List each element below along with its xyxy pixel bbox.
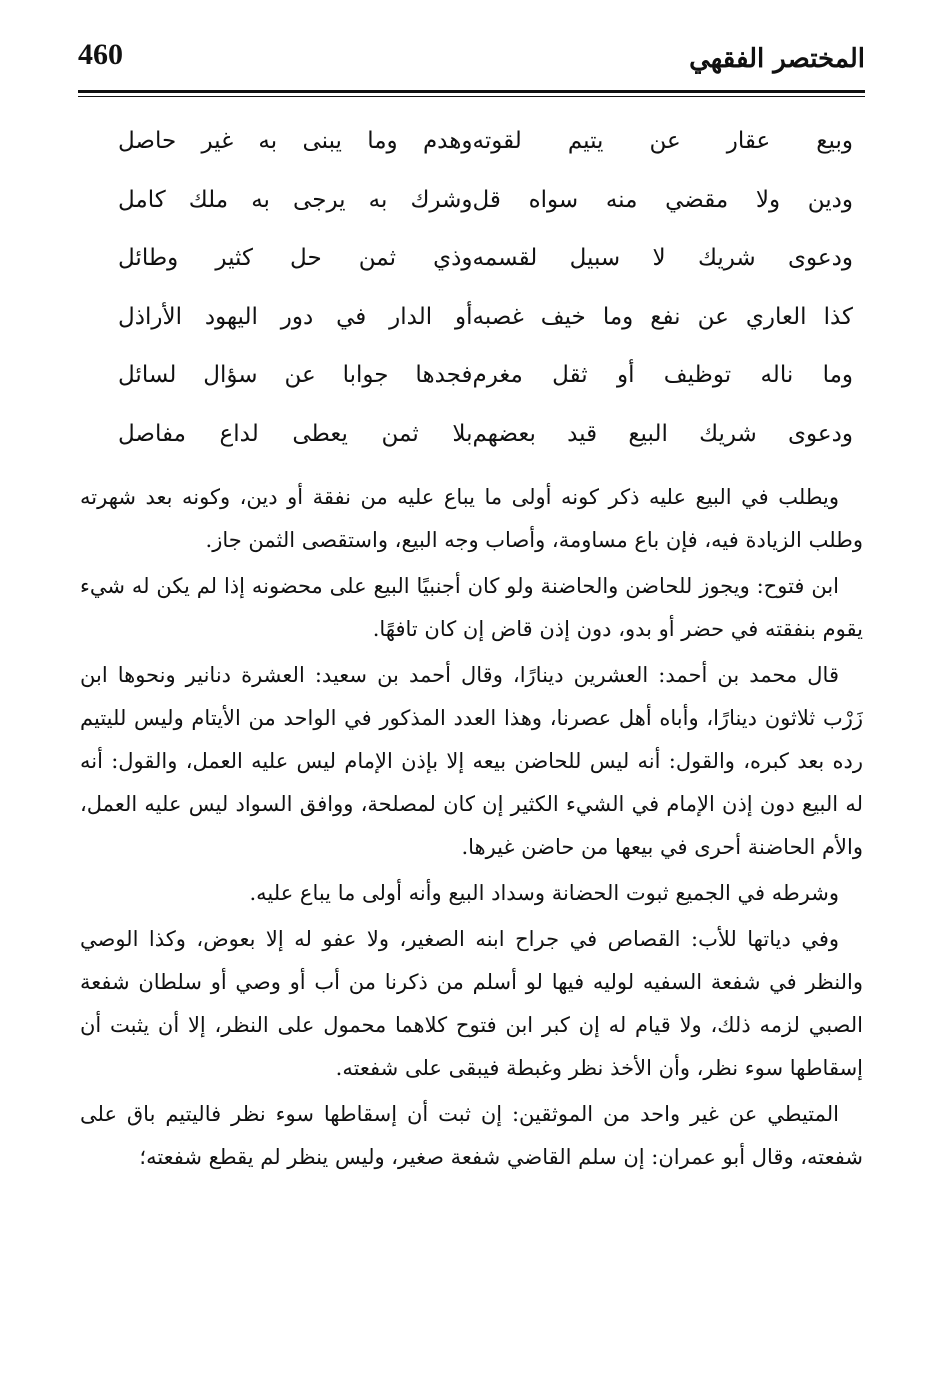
- paragraph: قال محمد بن أحمد: العشرين دينارًا، وقال أحمد بن سعيد: العشرة دنانير ونحوها ابن زَرْب ثلاثون دينارًا، وأباه أهل عصرنا، وهذا العدد المذكور في الواحد من الأيتام وليس لليتيم رده بعد كبره، والقول: أنه ليس للحاضن بيعه إلا بإذن الإمام ليس عليه العمل، والقول: أنه له البيع دون إذن الإمام في الشيء الكثير إن كان لمصلحة، ووافق السواد ليس عليه العمل، والأم الحاضنة أحرى في بيعها من حاضن غيرها.: [80, 663, 863, 859]
- verse-first-hemistich: ودين ولا مقضي منه سواه قل: [472, 186, 853, 213]
- verse-second-hemistich: وهدم وما يبنى به غير حاصل: [118, 128, 473, 155]
- paragraph: ابن فتوح: ويجوز للحاضن والحاضنة ولو كان أجنبيًا البيع على محضونه إذا لم يكن له شيء يقوم بنفقته في حضر أو بدو، دون إذن قاض إن كان تافهًا.: [80, 574, 863, 641]
- verse-second-hemistich: وذي ثمن حل كثير وطائل: [118, 245, 473, 272]
- page-number: 460: [78, 38, 123, 71]
- verse-second-hemistich: فجدها جوابا عن سؤال لسائل: [118, 362, 473, 389]
- verse-first-hemistich: كذا العاري عن نفع وما خيف غصبه: [472, 303, 853, 330]
- verse-first-hemistich: ودعوى شريك البيع قيد بعضهم: [472, 420, 853, 447]
- verse-second-hemistich: بلا ثمن يعطى لداع مفاصل: [118, 420, 473, 447]
- verse-first-hemistich: وما ناله توظيف أو ثقل مغرم: [472, 362, 853, 389]
- poem-verse: [82, 346, 863, 405]
- page-header: [78, 38, 865, 84]
- paragraph: المتيطي عن غير واحد من الموثقين: إن ثبت أن إسقاطها سوء نظر فاليتيم باق على شفعته، وقال أبو عمران: إن سلم القاضي شفعة صغير، وليس ينظر لم يقطع شفعته؛: [80, 1102, 863, 1169]
- verse-second-hemistich: وشرك به يرجى به ملك كامل: [118, 186, 473, 213]
- verse-second-hemistich: أو الدار في دور اليهود الأراذل: [118, 303, 473, 330]
- body-text: [80, 476, 863, 1182]
- verse-first-hemistich: وبيع عقار عن يتيم لقوته: [472, 128, 853, 155]
- verse-first-hemistich: ودعوى شريك لا سبيل لقسمه: [472, 245, 853, 272]
- header-rule-thin: [78, 96, 865, 97]
- poem-verse: [82, 171, 863, 230]
- header-rule: [78, 90, 865, 93]
- poem-verse: [82, 405, 863, 464]
- poem-verse: [82, 112, 863, 171]
- book-title: المختصر الفقهي: [689, 44, 865, 74]
- poem-verse: [82, 288, 863, 347]
- paragraph: ويطلب في البيع عليه ذكر كونه أولى ما يباع عليه من نفقة أو دين، وكونه بعد شهرته وطلب الزيادة فيه، فإن باع مساومة، وأصاب وجه البيع، واستقصى الثمن جاز.: [80, 485, 863, 552]
- poem-verse: [82, 229, 863, 288]
- poem-block: [82, 112, 863, 463]
- paragraph: وشرطه في الجميع ثبوت الحضانة وسداد البيع وأنه أولى ما يباع عليه.: [249, 881, 839, 905]
- paragraph: وفي دياتها للأب: القصاص في جراح ابنه الصغير، ولا عفو له إلا بعوض، وكذا الوصي والنظر في شفعة السفيه لوليه فيها لو أسلم من ذكرنا من أب أو وصي أو سلطان شفعة الصبي لزمه ذلك، ولا قيام له إن كبر ابن فتوح كلاهما محمول على النظر، إلا أن يثبت أن إسقاطها سوء نظر، وأن الأخذ نظر وغبطة فيبقى على شفعته.: [80, 927, 863, 1080]
